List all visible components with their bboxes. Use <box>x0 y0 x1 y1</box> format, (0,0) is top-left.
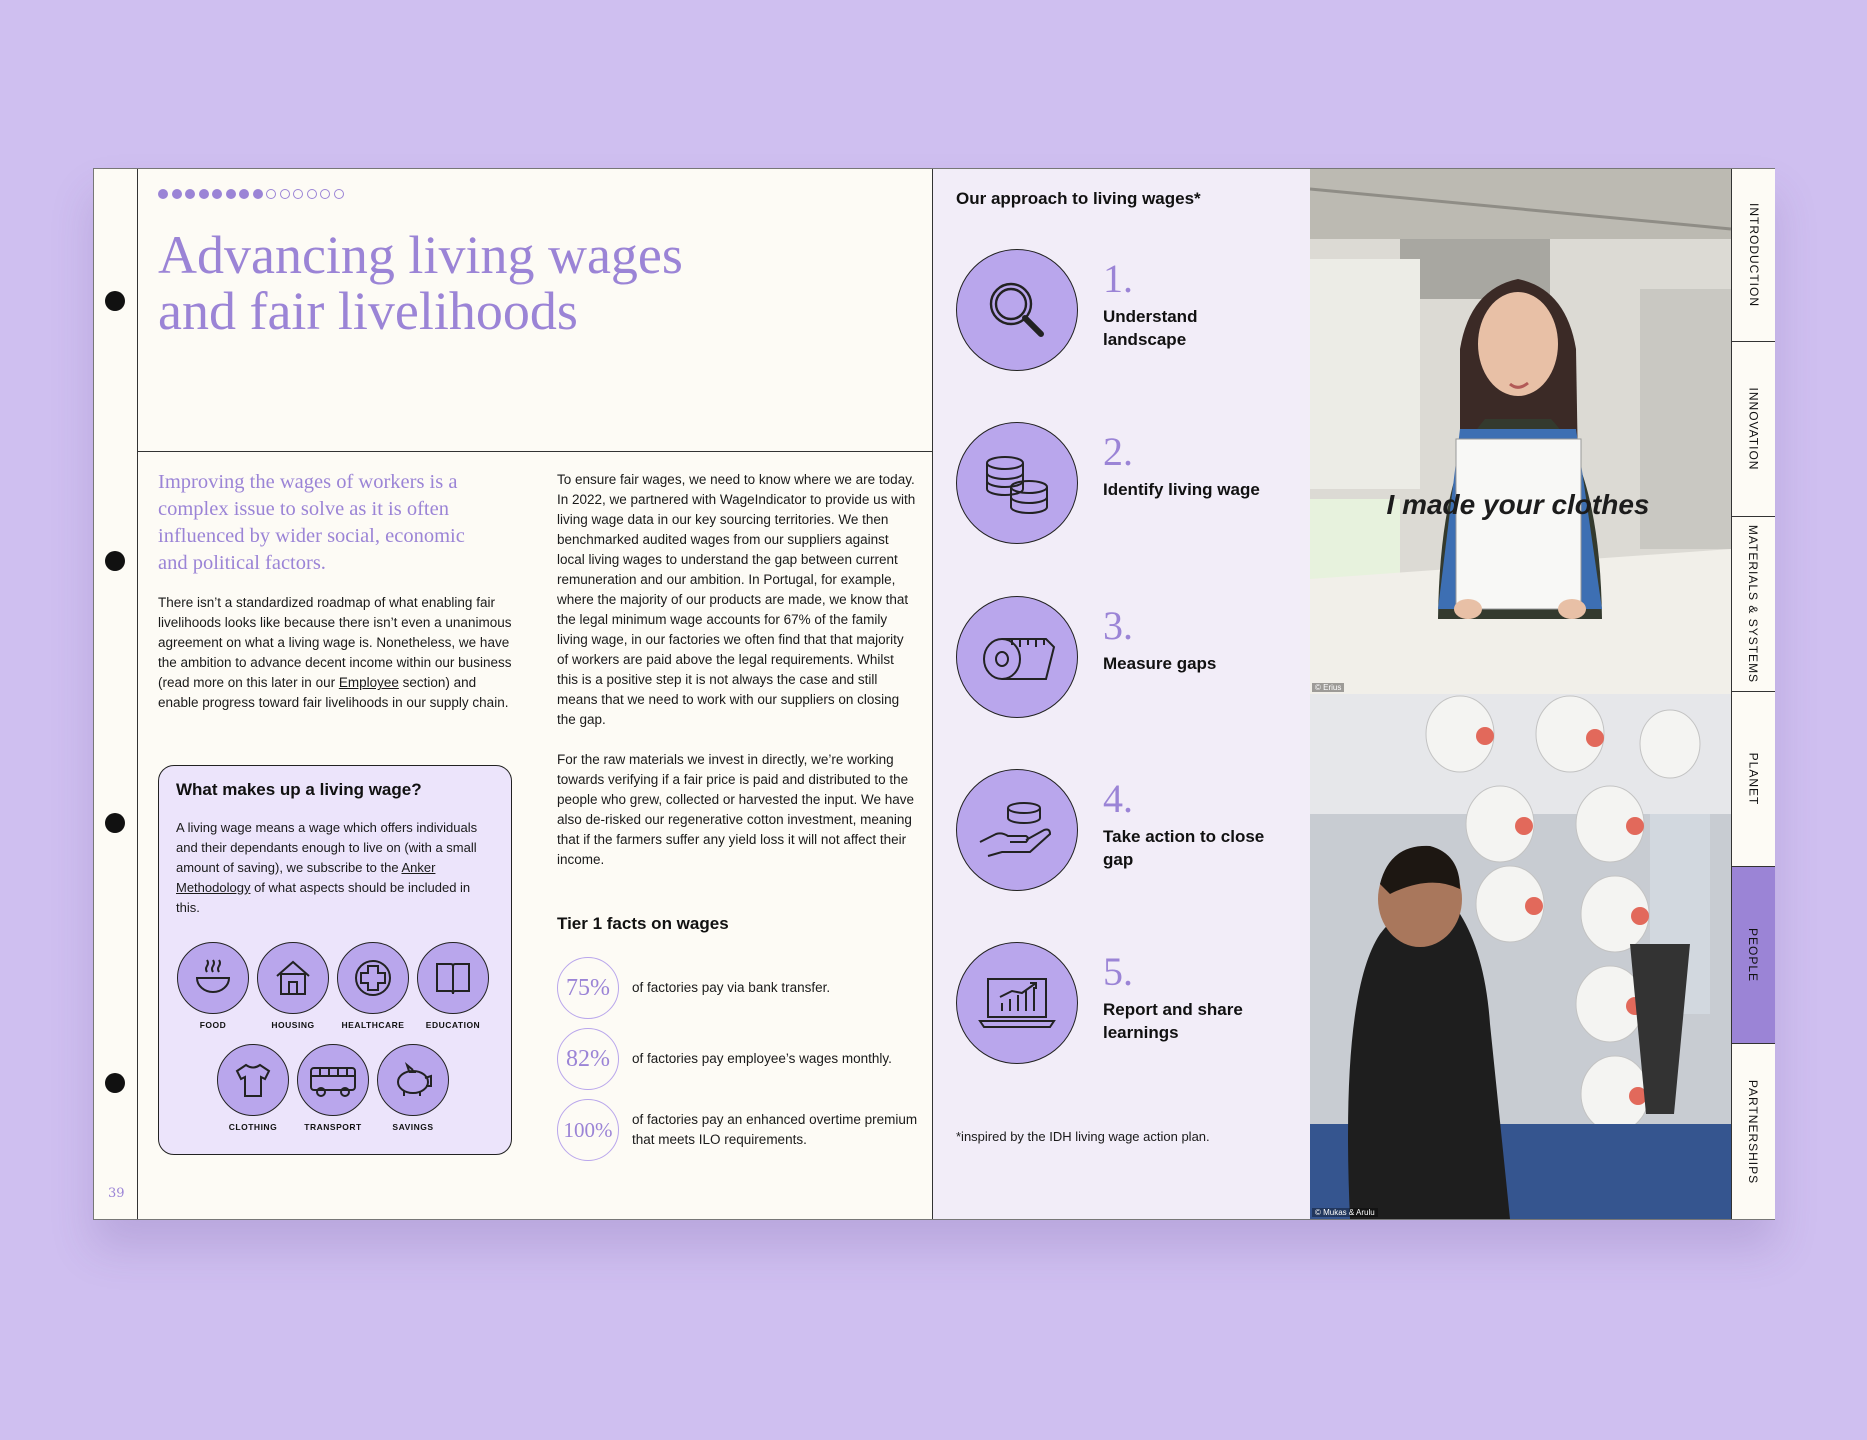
intro-paragraph <box>158 593 513 713</box>
approach-step <box>956 942 1316 1064</box>
box-text <box>176 818 496 918</box>
approach-step <box>956 249 1316 371</box>
tab-introduction[interactable] <box>1732 169 1775 342</box>
text-run: A living wage means a wage which offers individuals and their dependants enough to live on (with a small amount of saving), we subscribe to the <box>176 820 478 875</box>
section-tabs <box>1731 169 1775 1219</box>
factory-worker-image <box>1310 169 1731 694</box>
item-label: HOUSING <box>271 1020 315 1030</box>
sign-text: I made your clothes <box>1386 489 1650 520</box>
measuring-tape-icon <box>972 617 1062 697</box>
tshirt-icon <box>231 1058 275 1102</box>
binder-hole <box>105 291 125 311</box>
progress-dot-empty <box>293 189 303 199</box>
body-paragraph: To ensure fair wages, we need to know where we are today. In 2022, we partnered with WageIndicator to provide us with living wage data in our key sourcing territories. We then benchmarked audited wages from our suppliers against local living wages to understand the gap between current remuneration and our ambition. In Portugal, for example, where the majority of our products are made, we know that the legal minimum wage accounts for 67% of the family living wage, in our factories we often find that that majority of workers are paid above the legal requirements. Whilst this is a positive step it is not always the case and still means that we need to work with our suppliers on closing the gap. <box>557 472 916 727</box>
binding-margin <box>94 169 138 1219</box>
book-icon <box>431 956 475 1000</box>
tab-planet[interactable] <box>1732 692 1775 867</box>
fact-item <box>557 957 927 1019</box>
fact-item <box>557 1099 927 1161</box>
progress-dot-filled <box>158 189 168 199</box>
progress-dot-filled <box>199 189 209 199</box>
piggy-bank-icon <box>389 1058 437 1102</box>
tab-innovation[interactable] <box>1732 342 1775 517</box>
binder-hole <box>105 813 125 833</box>
step-label: Identify living wage <box>1103 480 1260 499</box>
progress-dots <box>158 189 344 199</box>
laptop-chart-icon <box>972 963 1062 1043</box>
photo-credit: © Mukas & Arulu <box>1312 1208 1378 1217</box>
house-icon <box>271 956 315 1000</box>
fact-item <box>557 1028 927 1090</box>
item-label: SAVINGS <box>392 1122 434 1132</box>
step-label: Take action to close gap <box>1103 827 1265 869</box>
living-wage-item <box>403 942 503 1030</box>
text-run: There isn’t a standardized roadmap of what enabling fair livelihoods looks like because there isn’t even a unanimous agreement on what a living wage is. Nonetheless, we have the ambition to advance decent income within our business (read more on this later in our <box>158 595 512 690</box>
title-line: Advancing living wages <box>158 225 683 285</box>
progress-dot-filled <box>172 189 182 199</box>
bus-icon <box>307 1058 359 1102</box>
tab-materials-systems[interactable] <box>1732 517 1775 692</box>
tab-label: INTRODUCTION <box>1746 203 1761 307</box>
fact-text: of factories pay via bank transfer. <box>632 980 831 995</box>
step-number: 3. <box>1103 603 1133 648</box>
progress-dot-filled <box>253 189 263 199</box>
hand-coins-icon <box>972 790 1062 870</box>
page-title <box>158 227 858 339</box>
item-label: FOOD <box>199 1020 227 1030</box>
living-wage-box <box>158 765 512 1155</box>
item-label: CLOTHING <box>228 1122 278 1132</box>
progress-dot-empty <box>280 189 290 199</box>
living-wage-item <box>363 1044 463 1132</box>
step-label: Measure gaps <box>1103 654 1217 673</box>
box-title: What makes up a living wage? <box>176 780 422 799</box>
title-divider <box>137 451 933 452</box>
progress-dot-empty <box>266 189 276 199</box>
photo-credit: © Erius <box>1312 683 1344 692</box>
approach-heading: Our approach to living wages* <box>956 189 1201 208</box>
anker-methodology-link[interactable]: Anker Methodology <box>176 860 436 895</box>
employee-link[interactable]: Employee <box>338 675 399 690</box>
tab-label: MATERIALS & SYSTEMS <box>1746 524 1761 684</box>
fact-value: 75% <box>557 957 619 1019</box>
item-label: HEALTHCARE <box>341 1020 405 1030</box>
progress-dot-filled <box>239 189 249 199</box>
progress-dot-empty <box>334 189 344 199</box>
tab-label: PLANET <box>1746 752 1761 806</box>
step-number: 2. <box>1103 429 1133 474</box>
tier-facts-heading: Tier 1 facts on wages <box>557 914 729 933</box>
body-paragraph: For the raw materials we invest in directly, we’re working towards verifying if a fair price is paid and distributed to the people who grew, collected or harvested the input. We have also de-risked our regenerative cotton investment, meaning that if the farmers suffer any yield loss it will not affect their income. <box>557 752 914 867</box>
text-run: section) and enable progress toward fair livelihoods in our supply chain. <box>158 675 509 710</box>
wages-text-column <box>557 470 917 870</box>
tab-partnerships[interactable] <box>1732 1044 1775 1219</box>
spinning-mill-image <box>1310 694 1731 1219</box>
fact-text: of factories pay an enhanced overtime premium that meets ILO requirements. <box>632 1112 918 1147</box>
magnifier-icon <box>977 270 1057 350</box>
fact-text: of factories pay employee’s wages monthly. <box>632 1051 892 1066</box>
worker-sign-photo <box>1310 169 1731 694</box>
page-number: 39 <box>108 1186 125 1201</box>
binder-hole <box>105 1073 125 1093</box>
coin-stacks-icon <box>975 443 1059 523</box>
step-label: Report and share learnings <box>1103 1000 1243 1042</box>
fact-value: 100% <box>557 1099 619 1161</box>
progress-dot-filled <box>226 189 236 199</box>
step-number: 1. <box>1103 256 1133 301</box>
item-label: TRANSPORT <box>304 1122 362 1132</box>
food-bowl-icon <box>191 956 235 1000</box>
step-number: 4. <box>1103 776 1133 821</box>
approach-step <box>956 769 1316 891</box>
medical-cross-icon <box>351 956 395 1000</box>
text-run: of what aspects should be included in this. <box>176 880 471 915</box>
binder-hole <box>105 551 125 571</box>
progress-dot-filled <box>212 189 222 199</box>
fact-value: 82% <box>557 1028 619 1090</box>
tab-label: PARTNERSHIPS <box>1746 1079 1761 1184</box>
approach-step <box>956 596 1316 718</box>
lede-paragraph: Improving the wages of workers is a complex issue to solve as it is often influenced by wider social, economic and political factors. <box>158 471 465 574</box>
progress-dot-empty <box>307 189 317 199</box>
footnote: *inspired by the IDH living wage action plan. <box>956 1129 1210 1144</box>
progress-dot-empty <box>320 189 330 199</box>
spinning-mill-photo <box>1310 694 1731 1219</box>
progress-dot-filled <box>185 189 195 199</box>
step-number: 5. <box>1103 949 1133 994</box>
item-label: EDUCATION <box>425 1020 481 1030</box>
report-spread <box>93 168 1775 1220</box>
title-line: and fair livelihoods <box>158 281 578 341</box>
tab-label: PEOPLE <box>1746 927 1761 983</box>
step-label: Understand landscape <box>1103 307 1198 349</box>
tab-label: INNOVATION <box>1746 387 1761 471</box>
approach-step <box>956 422 1316 544</box>
tab-people[interactable] <box>1732 867 1775 1044</box>
